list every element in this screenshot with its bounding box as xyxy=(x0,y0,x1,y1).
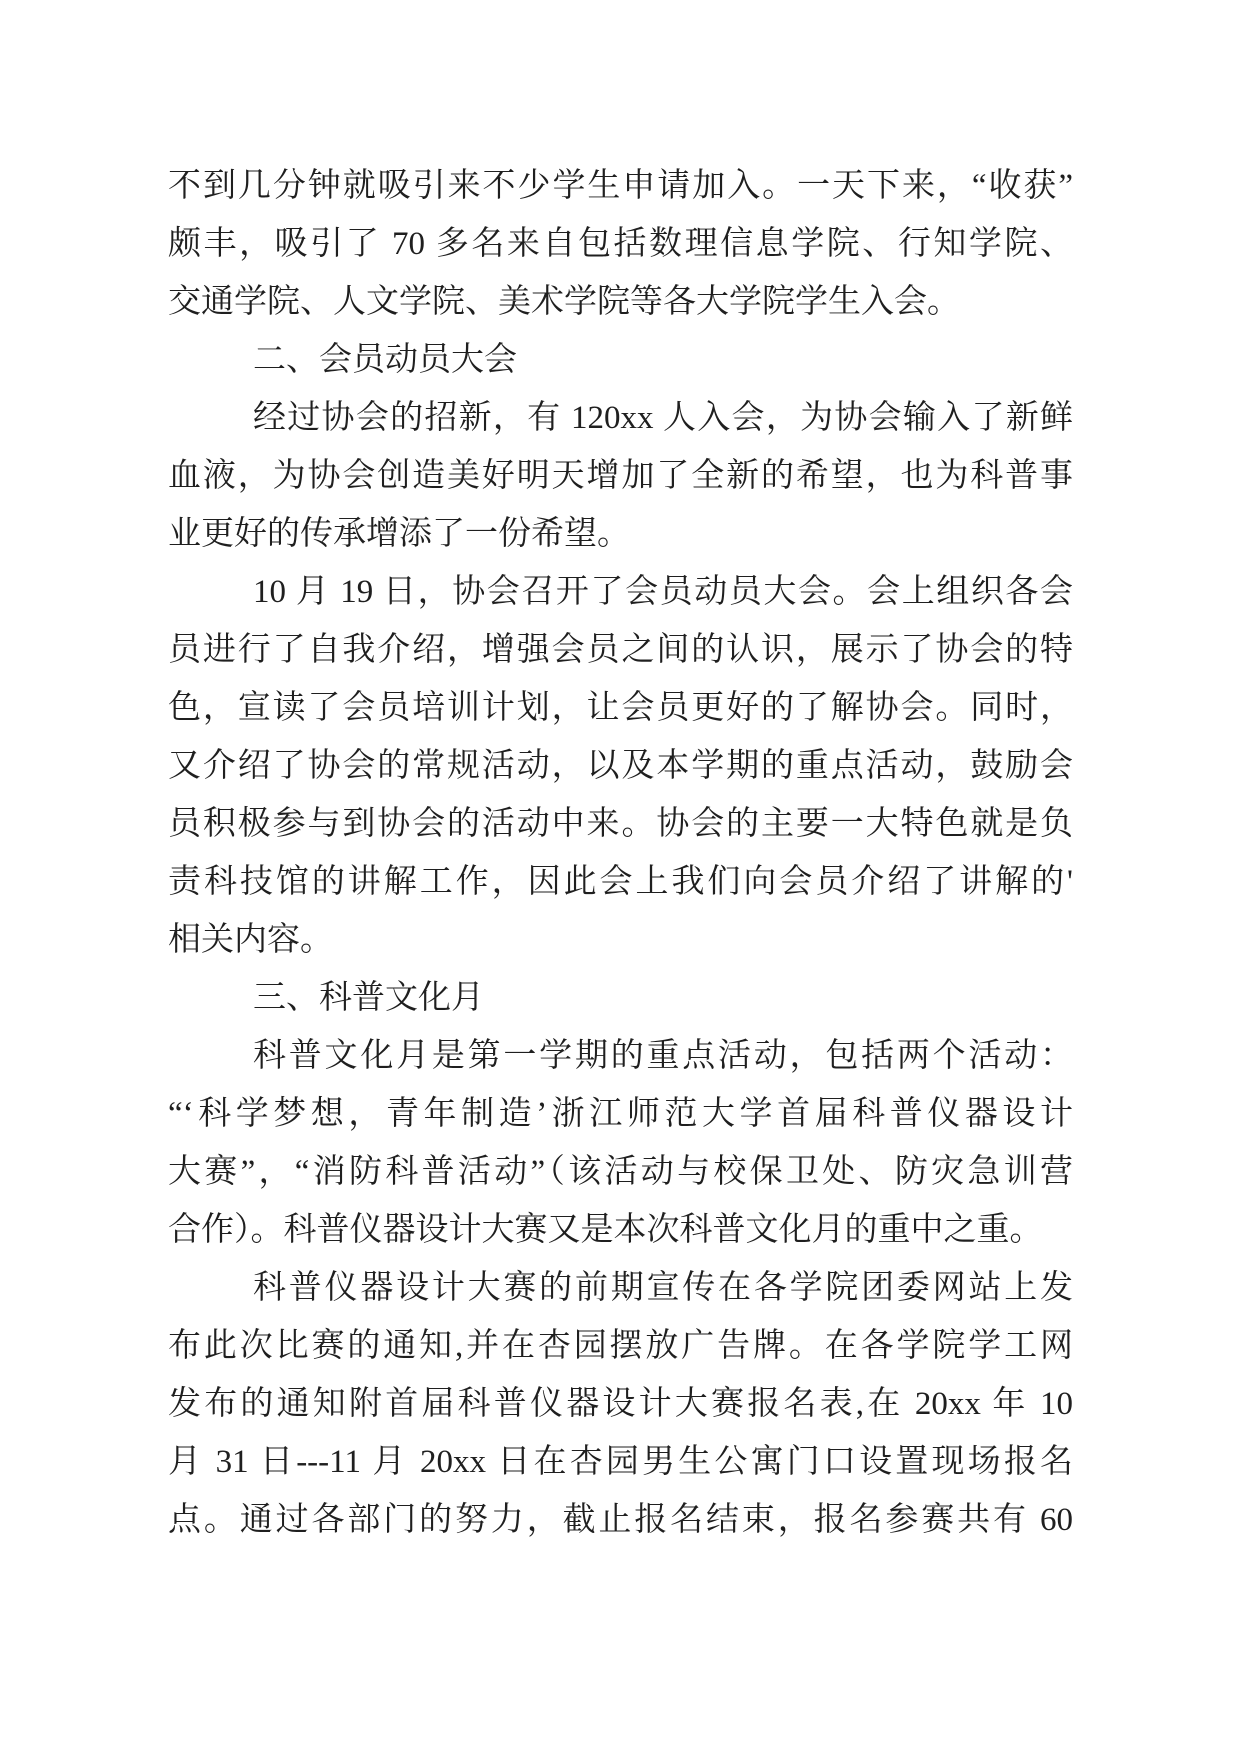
text-line: 合作）。科普仪器设计大赛又是本次科普文化月的重中之重。 xyxy=(168,1212,1043,1248)
text-line: 科普文化月是第一学期的重点活动，包括两个活动： xyxy=(253,1038,1073,1074)
text-line: 色，宣读了会员培训计划，让会员更好的了解协会。同时， xyxy=(168,690,1073,726)
text-line: 月 31 日---11 月 20xx 日在杏园男生公寓门口设置现场报名 xyxy=(168,1444,1073,1480)
text-line: 责科技馆的讲解工作，因此会上我们向会员介绍了讲解的' xyxy=(168,864,1073,900)
text-line: 相关内容。 xyxy=(168,922,333,958)
text-line: 交通学院、人文学院、美术学院等各大学院学生入会。 xyxy=(168,284,960,320)
text-line: 布此次比赛的通知,并在杏园摆放广告牌。在各学院学工网 xyxy=(168,1328,1073,1364)
text-line: 科普仪器设计大赛的前期宣传在各学院团委网站上发 xyxy=(253,1270,1073,1306)
text-line: 二、会员动员大会 xyxy=(253,342,517,378)
text-line: 不到几分钟就吸引来不少学生申请加入。一天下来，“收获” xyxy=(168,168,1073,204)
text-line: “‘科学梦想，青年制造’浙江师范大学首届科普仪器设计 xyxy=(168,1096,1073,1132)
text-line: 大赛”，“消防科普活动”（该活动与校保卫处、防灾急训营 xyxy=(168,1154,1073,1190)
text-line: 员进行了自我介绍，增强会员之间的认识，展示了协会的特 xyxy=(168,632,1073,668)
text-line: 员积极参与到协会的活动中来。协会的主要一大特色就是负 xyxy=(168,806,1073,842)
text-line: 三、科普文化月 xyxy=(253,980,484,1016)
text-line: 又介绍了协会的常规活动，以及本学期的重点活动，鼓励会 xyxy=(168,748,1073,784)
text-line: 血液，为协会创造美好明天增加了全新的希望，也为科普事 xyxy=(168,458,1073,494)
text-line: 经过协会的招新，有 120xx 人入会，为协会输入了新鲜 xyxy=(253,400,1073,436)
text-line: 颇丰，吸引了 70 多名来自包括数理信息学院、行知学院、 xyxy=(168,226,1073,262)
document-body xyxy=(168,157,1073,1549)
text-line: 10 月 19 日，协会召开了会员动员大会。会上组织各会 xyxy=(253,574,1073,610)
text-line: 发布的通知附首届科普仪器设计大赛报名表,在 20xx 年 10 xyxy=(168,1386,1074,1422)
text-line: 业更好的传承增添了一份希望。 xyxy=(168,516,630,552)
text-line: 点。通过各部门的努力，截止报名结束，报名参赛共有 60 xyxy=(168,1502,1073,1538)
